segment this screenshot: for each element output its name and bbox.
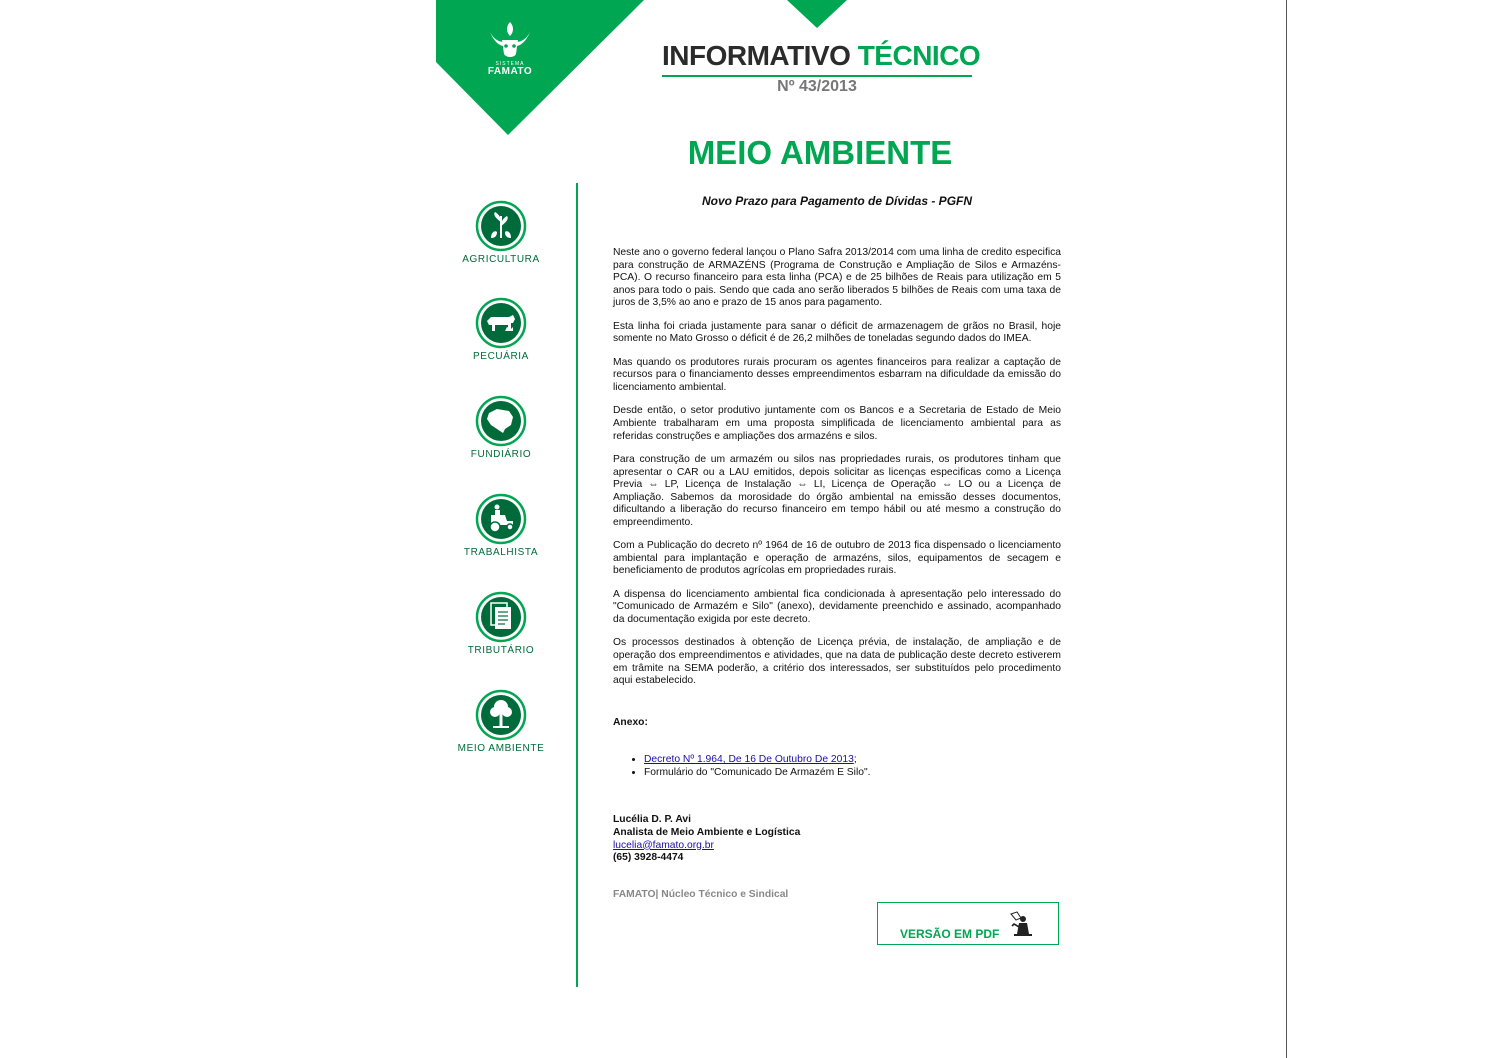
- list-item: [644, 754, 871, 767]
- article-paragraph: Para construção de um armazém ou silos nas propriedades rurais, os produtores tinham que apresentar o CAR ou a LAU emitidos, depois solicitar as licenças especificas como a Licença Previa ⇔ LP, Licença de Instalação ⇔ LI, Licença de Operação ⇔ LO ou a Licença de Ampliação. Sabemos da morosidade do órgão ambiental na emissão desses documentos, dificultando a liberação do recurso financeiro em tempo hábil ou até mesmo a construção do empreendimento.: [613, 453, 1061, 528]
- header-title-word1: INFORMATIVO: [662, 40, 851, 71]
- header-title: [662, 40, 981, 72]
- signature-block: [613, 814, 800, 865]
- top-notch-triangle: [787, 0, 847, 30]
- author-role: Analista de Meio Ambiente e Logística: [613, 826, 801, 838]
- bull-leaf-icon: [486, 20, 534, 60]
- article-paragraph: Neste ano o governo federal lançou o Plano Safra 2013/2014 com uma linha de credito especifica para construção de ARMAZÉNS (Programa de Construção e Ampliação de Silos e Armazéns- PCA). O recurso financeiro para esta linha (PCA) e de 25 bilhões de Reais para utilização em 5 anos para todo o pais. Sendo que cada ano serão liberados 5 bilhões de Reais com uma taxa de juros de 3,5% ao ano e prazo de 15 anos para pagamento.: [613, 247, 1061, 309]
- cattle-icon: [475, 297, 527, 349]
- header-underline: [662, 75, 972, 77]
- sidebar-item-tributario[interactable]: [448, 591, 554, 656]
- map-icon: [475, 395, 527, 447]
- sidebar-item-fundiario[interactable]: [448, 395, 554, 460]
- article-paragraph: A dispensa do licenciamento ambiental fica condicionada à apresentação pelo interessado do "Comunicado de Armazém e Silo" (anexo), devidamente preenchido e assinado, acompanhado da documentação exigida por este decreto.: [613, 588, 1061, 626]
- author-phone: (65) 3928-4474: [613, 852, 684, 864]
- article-body: [613, 247, 1061, 699]
- sidebar-item-pecuaria[interactable]: [448, 297, 554, 362]
- logo-tagline: SISTEMA: [495, 61, 525, 67]
- sidebar-item-meio-ambiente[interactable]: [448, 689, 554, 754]
- sidebar-item-label: FUNDIÁRIO: [470, 449, 532, 460]
- article-paragraph: Com a Publicação do decreto nº 1964 de 16 de outubro de 2013 fica dispensado o licenciamento ambiental para implantação e operação de armazéns, silos, equipamentos de secagem e beneficiamento de produtos agrícolas em propriedades rurais.: [613, 540, 1061, 577]
- famato-logo[interactable]: [478, 20, 542, 82]
- decree-link[interactable]: Decreto Nº 1.964, De 16 De Outubro De 2013: [644, 754, 854, 765]
- article-paragraph: Desde então, o setor produtivo juntamente com os Bancos e a Secretaria de Estado de Meio Ambiente trabalharam em uma proposta simplificada de licenciamento ambiental para as referidas construções e ampliações dos armazéns e silos.: [613, 405, 1061, 442]
- annex-list: [632, 754, 871, 779]
- article-paragraph: Mas quando os produtores rurais procuram os agentes financeiros para realizar a captação de recursos para o financiamento desses empreendimentos esbarram na dificuldade da emissão do licenciamento ambiental.: [613, 356, 1061, 393]
- sidebar-item-label: PECUÁRIA: [473, 351, 529, 362]
- page-edge-rule: [1286, 0, 1287, 1058]
- annex-label: Anexo:: [613, 717, 648, 728]
- tree-icon: [475, 689, 527, 741]
- sidebar-item-label: MEIO AMBIENTE: [457, 743, 545, 754]
- sidebar-item-agricultura[interactable]: [448, 200, 554, 265]
- sidebar-item-label: TRIBUTÁRIO: [467, 645, 535, 656]
- pdf-version-button[interactable]: [877, 902, 1059, 945]
- logo-name: FAMATO: [487, 66, 533, 77]
- plant-icon: [475, 200, 527, 252]
- sidebar-item-trabalhista[interactable]: [448, 493, 554, 558]
- header-title-word2: TÉCNICO: [857, 40, 981, 71]
- document-icon: [475, 591, 527, 643]
- list-item: • Formulário do "Comunicado De Armazém E Silo".: [644, 767, 871, 780]
- article-paragraph: Os processos destinados à obtenção de Licença prévia, de instalação, de ampliação e de operação dos empreendimentos e atividades, que na data de publicação deste decreto estiverem em trâmite na SEMA poderão, a critério dos interessados, ser substituídos pelo procedimento aqui estabelecido.: [613, 637, 1061, 687]
- decree-link-suffix: ;: [853, 754, 857, 765]
- reader-icon: [1008, 910, 1034, 938]
- footer-note: FAMATO| Núcleo Técnico e Sindical: [613, 889, 789, 900]
- pdf-version-label: VERSÃO EM PDF: [900, 927, 1000, 941]
- column-divider: [576, 183, 578, 987]
- sidebar-item-label: TRABALHISTA: [463, 547, 539, 558]
- section-title: MEIO AMBIENTE: [687, 134, 953, 171]
- author-name: Lucélia D. P. Avi: [613, 814, 692, 825]
- article-paragraph: Esta linha foi criada justamente para sanar o déficit de armazenagem de grãos no Brasil, hoje somente no Mato Grosso o déficit é de 26,2 milhões de toneladas segundo dados do IMEA.: [613, 320, 1061, 345]
- tractor-icon: [475, 493, 527, 545]
- sidebar-item-label: AGRICULTURA: [462, 254, 540, 265]
- author-email-link[interactable]: lucelia@famato.org.br: [613, 839, 714, 851]
- article-title: Novo Prazo para Pagamento de Dívidas - PGFN: [701, 194, 973, 208]
- issue-number: Nº 43/2013: [777, 78, 857, 95]
